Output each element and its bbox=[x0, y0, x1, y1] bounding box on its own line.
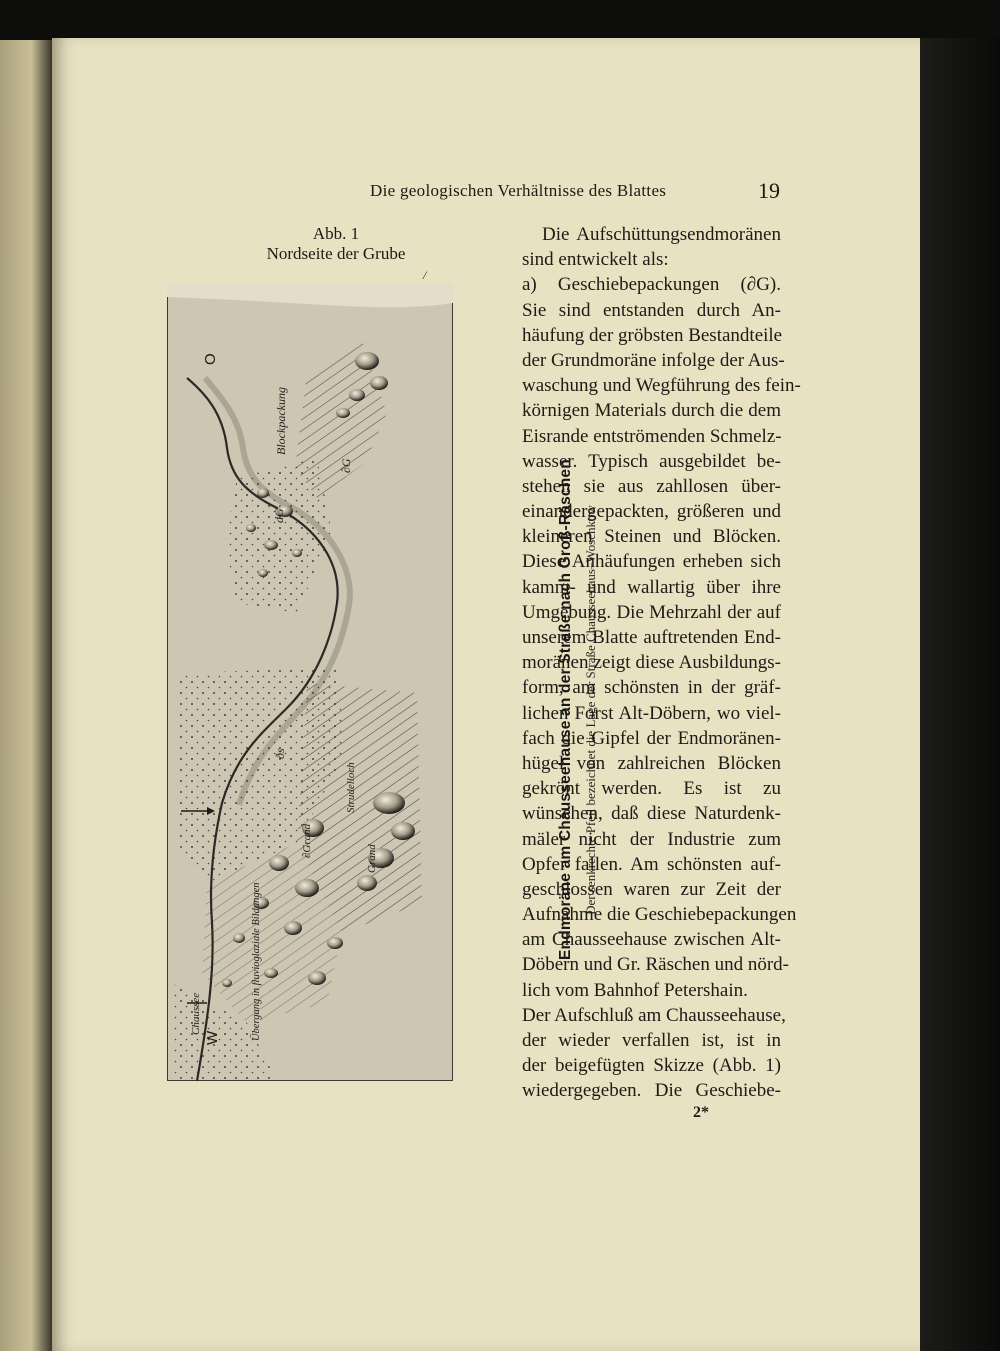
label-dG-upper: ∂G bbox=[339, 458, 353, 473]
text-line: fach die Gipfel der Endmoränen- bbox=[522, 727, 781, 749]
label-strudelloch: Strudelloch bbox=[345, 762, 357, 813]
text-line: am Chausseehause zwischen Alt- bbox=[522, 929, 781, 951]
text-line: der beigefügten Skizze (Abb. 1) bbox=[522, 1055, 781, 1077]
figure-caption-title: Endmoräne am Chausseehause an der Straße nach Groß-Räschen bbox=[557, 459, 574, 960]
label-road: Chaussee bbox=[190, 992, 202, 1035]
text-line: der Grundmoräne infolge der Aus- bbox=[522, 349, 785, 371]
page-number: 19 bbox=[758, 178, 780, 203]
text-line: a) Geschiebepackungen (∂G). bbox=[522, 274, 781, 296]
text-line: wünschen, daß diese Naturdenk- bbox=[522, 803, 781, 825]
text-line: Eisrande entströmenden Schmelz- bbox=[522, 425, 782, 447]
text-line: lichen Forst Alt-Döbern, wo viel- bbox=[522, 702, 781, 724]
text-line: kleineren Steinen und Blöcken. bbox=[522, 526, 781, 548]
text-line: Döbern und Gr. Räschen und nörd- bbox=[522, 954, 790, 976]
text-line: wasser. Typisch ausgebildet be- bbox=[522, 450, 781, 472]
text-line: mäler nicht der Industrie zum bbox=[522, 828, 781, 850]
text-line: moränen zeigt diese Ausbildungs- bbox=[522, 652, 781, 674]
text-line: Sie sind entstanden durch An- bbox=[522, 299, 781, 321]
running-header: Die geologischen Verhältnisse des Blattes bbox=[370, 181, 667, 200]
sheet-signature: 2* bbox=[693, 1104, 709, 1121]
text-line: lich vom Bahnhof Petershain. bbox=[522, 979, 748, 1001]
label-west: W bbox=[204, 1030, 221, 1045]
text-line: unserem Blatte auftretenden End- bbox=[522, 627, 781, 648]
text-line: kamm- und wallartig über ihre bbox=[522, 576, 781, 598]
figure-number: Abb. 1 bbox=[312, 224, 360, 243]
text-line: stehen sie aus zahllosen über- bbox=[522, 475, 781, 497]
text-line: einandergepackten, größeren und bbox=[522, 501, 781, 523]
text-line: körnigen Materials durch die dem bbox=[522, 400, 781, 422]
label-grand-lower: Grand bbox=[366, 844, 378, 873]
body-text bbox=[522, 222, 801, 1104]
text-line: Opfer fallen. Am schönsten auf- bbox=[522, 853, 781, 875]
book-cover-edge bbox=[920, 38, 1000, 1351]
text-line: Aufnahme die Geschiebepackungen bbox=[522, 904, 797, 926]
text-line: Umgebung. Die Mehrzahl der auf bbox=[522, 601, 781, 623]
text-line: der wieder verfallen ist, ist in bbox=[522, 1030, 781, 1051]
label-block-packing: Blockpackung bbox=[274, 387, 288, 455]
figure-caption-note: Der senkrechte Pfeil bezeichnet die Lage der Straße Chausseehaus–Woschkow bbox=[583, 505, 598, 915]
text-line: waschung und Wegführung des fein- bbox=[522, 375, 801, 397]
text-line: hügel von zahlreichen Blöcken bbox=[522, 752, 781, 774]
text-line: form, am schönsten in der gräf- bbox=[522, 677, 781, 699]
text-line: häufung der gröbsten Bestandteile bbox=[522, 324, 783, 346]
text-line: gekrönt werden. Es ist zu bbox=[522, 778, 781, 800]
label-dG-lower: ∂Grand bbox=[301, 823, 313, 858]
moraine-sketch bbox=[167, 268, 453, 1081]
label-arrow-top: / bbox=[423, 268, 427, 282]
label-gravel-upper: dG bbox=[272, 508, 286, 523]
text-line: sind entwickelt als: bbox=[522, 249, 669, 271]
previous-page-edge bbox=[0, 40, 52, 1351]
figure-subtitle: Nordseite der Grube bbox=[266, 244, 406, 263]
text-line: Diese Anhäufungen erheben sich bbox=[522, 551, 781, 573]
text-line: Die Aufschüttungsendmoränen bbox=[542, 224, 781, 245]
text-line: wiedergegeben. Die Geschiebe- bbox=[522, 1080, 781, 1102]
label-os: ðs bbox=[273, 748, 287, 759]
text-line: Der Aufschluß am Chausseehause, bbox=[522, 1004, 786, 1026]
label-east: O bbox=[202, 353, 219, 365]
label-transition: Übergang in fluvioglaziale Bildungen bbox=[251, 882, 262, 1041]
text-line: geschlossen waren zur Zeit der bbox=[522, 878, 781, 900]
